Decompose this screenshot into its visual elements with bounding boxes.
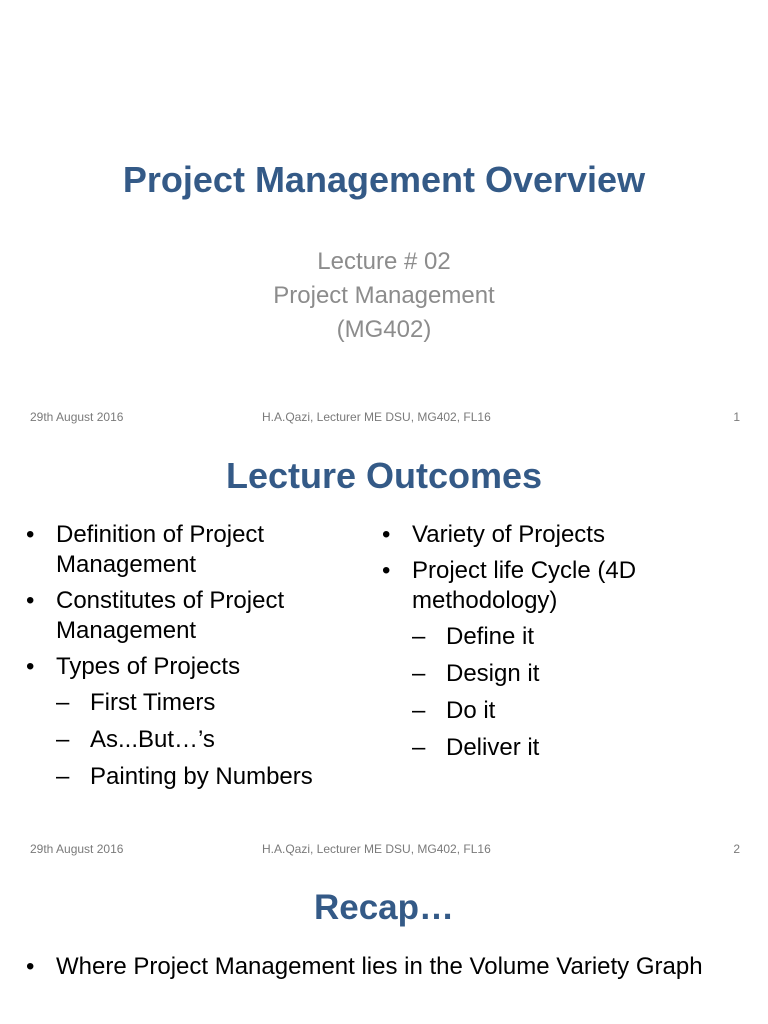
sub-list-item: – First Timers [56,688,364,718]
footer-date: 29th August 2016 [30,842,124,856]
slide-2 [0,432,768,864]
outcomes-right-column [380,520,750,770]
footer-author: H.A.Qazi, Lecturer ME DSU, MG402, FL16 [262,842,491,856]
list-item: • Types of Projects – First Timers – As...But…’s – Painting by Numbers [24,652,364,792]
slide-footer [0,842,768,858]
slide-number: 1 [733,410,740,424]
slide-subtitle [0,245,768,347]
slide-title: Recap… [313,888,455,927]
subtitle-line: Project Management [273,282,495,309]
sub-list-item: – Design it [412,659,750,689]
sub-list-item: – Deliver it [412,733,750,763]
subtitle-line: Lecture # 02 [317,248,451,275]
list-item: • Project life Cycle (4D methodology) – Define it – Design it – Do it – Deliver it [380,556,750,763]
list-item: • Where Project Management lies in the Volume Variety Graph [24,952,742,982]
footer-date: 29th August 2016 [30,410,124,424]
sub-list-item: – Define it [412,622,750,652]
recap-body [24,952,742,988]
slide-title: Lecture Outcomes [225,455,543,496]
slide-number: 2 [733,842,740,856]
subtitle-line: (MG402) [336,316,432,343]
slide-1 [0,0,768,432]
list-item: • Constitutes of Project Management [24,586,364,646]
list-item: • Definition of Project Management [24,520,364,580]
slide-footer [0,410,768,426]
sub-list-item: – Do it [412,696,750,726]
sub-list-item: – Painting by Numbers [56,762,364,792]
outcomes-left-column [24,520,364,799]
slide-title: Project Management Overview [122,159,646,200]
sub-list-item: – As...But…’s [56,725,364,755]
slide-3 [0,864,768,1024]
list-item: • Variety of Projects [380,520,750,550]
footer-author: H.A.Qazi, Lecturer ME DSU, MG402, FL16 [262,410,491,424]
